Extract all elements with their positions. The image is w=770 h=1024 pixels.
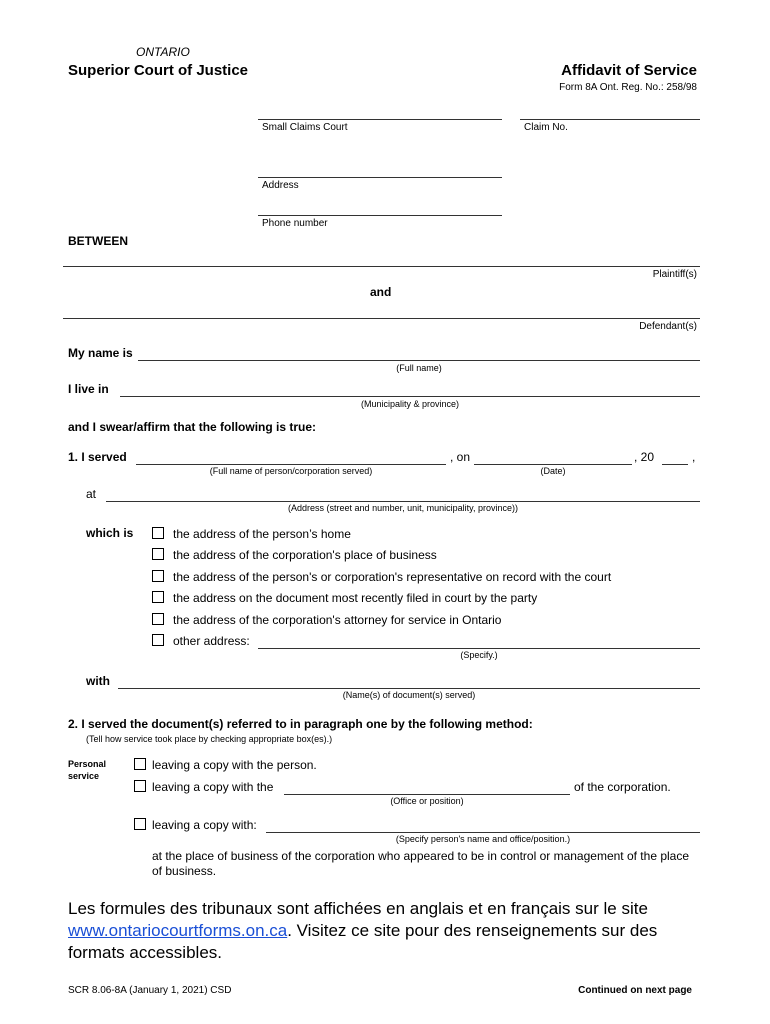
leave-with-person-label: leaving a copy with the person.	[152, 758, 317, 772]
served-name-field[interactable]	[136, 452, 446, 465]
documents-served-caption: (Name(s) of document(s) served)	[342, 690, 476, 700]
other-address-field[interactable]	[258, 636, 700, 649]
office-position-caption: (Office or position)	[390, 796, 464, 806]
leave-with-specified-checkbox[interactable]	[134, 818, 146, 830]
full-name-field[interactable]	[138, 348, 700, 361]
with-label: with	[86, 674, 110, 688]
form-number: Form 8A Ont. Reg. No.: 258/98	[559, 82, 697, 93]
documents-served-field[interactable]	[118, 676, 700, 689]
date-field[interactable]	[474, 452, 632, 465]
ontario-court-forms-link[interactable]: www.ontariocourtforms.on.ca	[68, 921, 288, 940]
option-document-checkbox[interactable]	[152, 591, 164, 603]
office-position-field[interactable]	[284, 782, 570, 795]
french-notice	[68, 898, 708, 964]
continued-label: Continued on next page	[578, 985, 692, 996]
phone-label: Phone number	[262, 218, 328, 229]
year-field[interactable]	[662, 452, 688, 465]
personal-service-label-line1: Personal	[68, 759, 107, 769]
served-name-caption: (Full name of person/corporation served)	[209, 466, 373, 476]
plaintiff-label: Plaintiff(s)	[652, 269, 697, 280]
option-other-label: other address:	[173, 634, 250, 648]
leave-with-officer-checkbox[interactable]	[134, 780, 146, 792]
option-document-label: the address on the document most recently filed in court by the party	[173, 591, 538, 605]
form-title: Affidavit of Service	[561, 62, 697, 79]
court-name: Superior Court of Justice	[68, 62, 249, 79]
option-business-label: the address of the corporation's place of business	[173, 548, 437, 562]
paragraph-two-subtitle: (Tell how service took place by checking appropriate box(es).)	[86, 734, 333, 744]
served-address-caption: (Address (street and number, unit, municipality, province))	[288, 503, 518, 513]
full-name-caption: (Full name)	[396, 363, 442, 373]
leave-with-officer-label: leaving a copy with the	[152, 780, 274, 794]
defendant-label: Defendant(s)	[639, 321, 697, 332]
province-label: ONTARIO	[136, 45, 190, 59]
of-corporation-label: of the corporation.	[574, 780, 671, 794]
paragraph-two-title: 2. I served the document(s) referred to in paragraph one by the following method:	[68, 717, 533, 731]
option-home-label: the address of the person’s home	[173, 527, 351, 541]
municipality-caption: (Municipality & province)	[360, 399, 460, 409]
option-representative-checkbox[interactable]	[152, 570, 164, 582]
year-suffix: ,	[692, 450, 696, 464]
live-in-label: I live in	[68, 382, 109, 396]
claim-no-label: Claim No.	[524, 122, 568, 133]
year-prefix: , 20	[634, 450, 655, 464]
phone-field[interactable]	[258, 215, 502, 216]
leave-with-person-checkbox[interactable]	[134, 758, 146, 770]
option-attorney-checkbox[interactable]	[152, 613, 164, 625]
my-name-label: My name is	[68, 346, 133, 360]
option-home-checkbox[interactable]	[152, 527, 164, 539]
and-label: and	[370, 285, 392, 299]
small-claims-court-field[interactable]	[258, 119, 502, 120]
specified-person-caption: (Specify person's name and office/position.)	[395, 834, 571, 844]
on-label: , on	[450, 450, 471, 464]
address-field[interactable]	[258, 177, 502, 178]
served-address-field[interactable]	[106, 489, 700, 502]
address-label: Address	[262, 180, 299, 191]
defendant-field[interactable]	[63, 318, 700, 319]
between-label: BETWEEN	[68, 234, 128, 248]
option-attorney-label: the address of the corporation's attorney for service in Ontario	[173, 613, 502, 627]
small-claims-court-label: Small Claims Court	[262, 122, 348, 133]
plaintiff-field[interactable]	[63, 266, 700, 267]
place-of-business-text: at the place of business of the corporation who appeared to be in control or management of the place of business.	[152, 849, 690, 878]
form-code: SCR 8.06-8A (January 1, 2021) CSD	[68, 985, 232, 996]
french-notice-text-after: . Visitez ce site pour des renseignements sur des formats accessibles.	[68, 921, 658, 962]
at-label: at	[86, 487, 97, 501]
served-label: 1. I served	[68, 450, 127, 464]
personal-service-label	[68, 758, 106, 782]
option-representative-label: the address of the person's or corporation's representative on record with the court	[173, 570, 612, 584]
leave-with-specified-label: leaving a copy with:	[152, 818, 257, 832]
claim-no-field[interactable]	[520, 119, 700, 120]
option-business-checkbox[interactable]	[152, 548, 164, 560]
specified-person-field[interactable]	[266, 820, 700, 833]
other-address-caption: (Specify.)	[460, 650, 498, 660]
municipality-field[interactable]	[120, 384, 700, 397]
option-other-checkbox[interactable]	[152, 634, 164, 646]
date-caption: (Date)	[540, 466, 566, 476]
swear-statement: and I swear/affirm that the following is true:	[68, 420, 317, 434]
which-is-label: which is	[86, 526, 134, 540]
french-notice-text-before: Les formules des tribunaux sont affichées en anglais et en français sur le site	[68, 899, 648, 918]
personal-service-label-line2: service	[68, 771, 100, 781]
